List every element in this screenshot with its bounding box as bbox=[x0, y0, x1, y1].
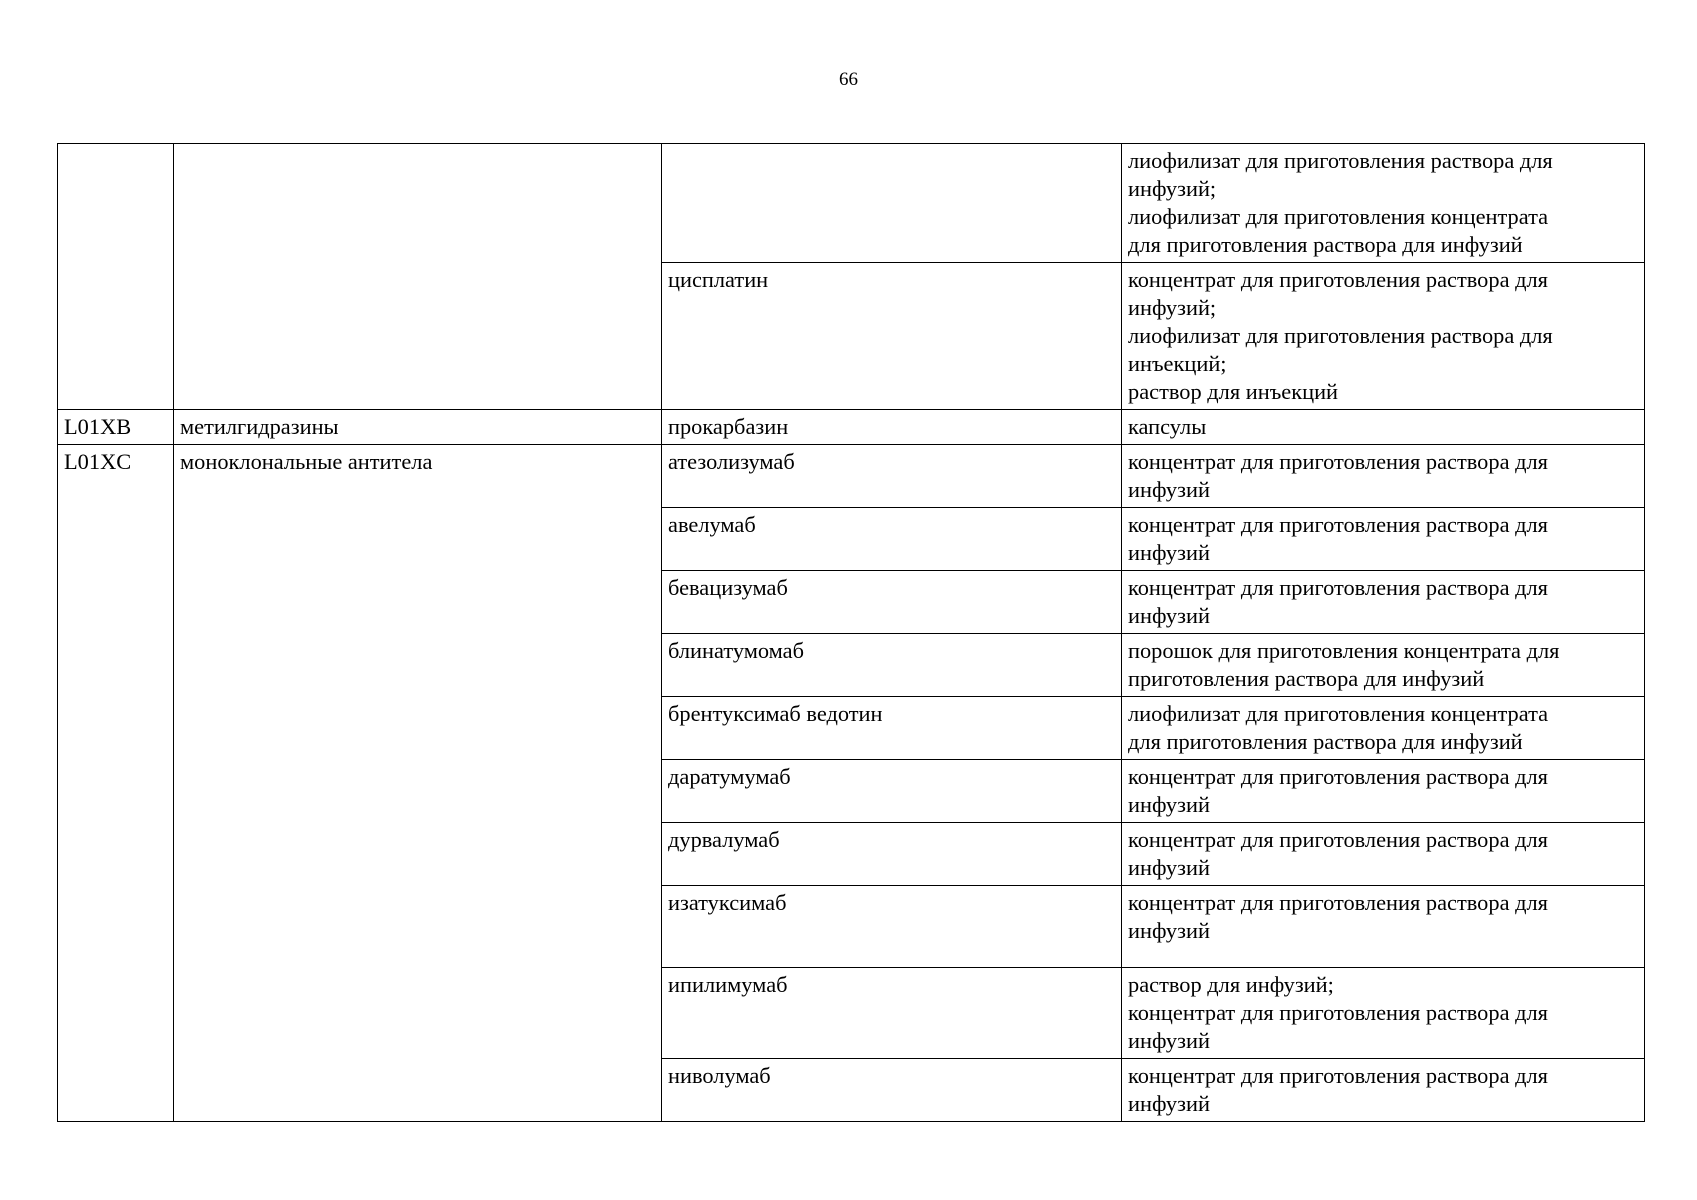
dosage-form-line: концентрат для приготовления раствора для bbox=[1128, 449, 1548, 474]
dosage-form-cell bbox=[1122, 634, 1645, 697]
dosage-form-line: раствор для инъекций bbox=[1128, 379, 1339, 404]
dosage-form-line: инфузий; bbox=[1128, 295, 1217, 320]
dosage-form-line: инфузий bbox=[1128, 792, 1210, 817]
group-name-cell: метилгидразины bbox=[174, 410, 662, 445]
drug-name-cell: бевацизумаб bbox=[662, 571, 1122, 634]
atc-code-cell: L01XC bbox=[58, 445, 174, 1122]
table-row bbox=[58, 445, 1645, 508]
drug-name-cell: ипилимумаб bbox=[662, 968, 1122, 1059]
dosage-form-line: концентрат для приготовления раствора для bbox=[1128, 1000, 1548, 1025]
dosage-form-line: инфузий bbox=[1128, 1091, 1210, 1116]
drug-name-cell: дурвалумаб bbox=[662, 823, 1122, 886]
table-row bbox=[58, 410, 1645, 445]
dosage-form-line: инфузий bbox=[1128, 918, 1210, 943]
dosage-form-line: приготовления раствора для инфузий bbox=[1128, 666, 1485, 691]
drug-name-cell: цисплатин bbox=[662, 263, 1122, 410]
dosage-form-cell bbox=[1122, 823, 1645, 886]
dosage-form-line: концентрат для приготовления раствора для bbox=[1128, 512, 1548, 537]
dosage-form-line: лиофилизат для приготовления концентрата bbox=[1128, 204, 1549, 229]
drug-name-cell bbox=[662, 144, 1122, 263]
dosage-form-line: концентрат для приготовления раствора для bbox=[1128, 890, 1548, 915]
group-name-cell bbox=[174, 144, 662, 410]
dosage-form-line: для приготовления раствора для инфузий bbox=[1128, 729, 1523, 754]
dosage-form-line: концентрат для приготовления раствора для bbox=[1128, 575, 1548, 600]
dosage-form-cell bbox=[1122, 697, 1645, 760]
dosage-form-cell bbox=[1122, 968, 1645, 1059]
dosage-form-line: концентрат для приготовления раствора для bbox=[1128, 1063, 1548, 1088]
drug-name-cell: атезолизумаб bbox=[662, 445, 1122, 508]
page-number: 66 bbox=[839, 69, 858, 90]
dosage-form-line: раствор для инфузий; bbox=[1128, 972, 1334, 997]
dosage-form-cell bbox=[1122, 508, 1645, 571]
drug-name-cell: даратумумаб bbox=[662, 760, 1122, 823]
dosage-form-line: лиофилизат для приготовления раствора для bbox=[1128, 323, 1553, 348]
dosage-form-line: лиофилизат для приготовления концентрата bbox=[1128, 701, 1549, 726]
dosage-form-line: инъекций; bbox=[1128, 351, 1227, 376]
dosage-form-cell: капсулы bbox=[1122, 410, 1645, 445]
dosage-form-line: для приготовления раствора для инфузий bbox=[1128, 232, 1523, 257]
dosage-form-cell bbox=[1122, 144, 1645, 263]
dosage-form-line: инфузий; bbox=[1128, 176, 1217, 201]
dosage-form-cell bbox=[1122, 1059, 1645, 1122]
dosage-form-cell bbox=[1122, 263, 1645, 410]
dosage-form-cell bbox=[1122, 445, 1645, 508]
group-name-cell: моноклональные антитела bbox=[174, 445, 662, 1122]
dosage-form-line: инфузий bbox=[1128, 855, 1210, 880]
dosage-form-line: лиофилизат для приготовления раствора для bbox=[1128, 148, 1553, 173]
drug-name-cell: авелумаб bbox=[662, 508, 1122, 571]
dosage-form-line: инфузий bbox=[1128, 540, 1210, 565]
atc-code-cell: L01XB bbox=[58, 410, 174, 445]
dosage-form-cell bbox=[1122, 571, 1645, 634]
dosage-form-line: концентрат для приготовления раствора для bbox=[1128, 827, 1548, 852]
dosage-form-line: инфузий bbox=[1128, 477, 1210, 502]
dosage-form-line: концентрат для приготовления раствора для bbox=[1128, 267, 1548, 292]
drug-table bbox=[57, 143, 1645, 1122]
drug-name-cell: блинатумомаб bbox=[662, 634, 1122, 697]
drug-name-cell: прокарбазин bbox=[662, 410, 1122, 445]
dosage-form-cell bbox=[1122, 760, 1645, 823]
dosage-form-line: концентрат для приготовления раствора для bbox=[1128, 764, 1548, 789]
table-row bbox=[58, 144, 1645, 263]
drug-name-cell: ниволумаб bbox=[662, 1059, 1122, 1122]
drug-name-cell: изатуксимаб bbox=[662, 886, 1122, 968]
dosage-form-cell bbox=[1122, 886, 1645, 968]
dosage-form-line: порошок для приготовления концентрата для bbox=[1128, 638, 1560, 663]
dosage-form-line: инфузий bbox=[1128, 1028, 1210, 1053]
dosage-form-line: инфузий bbox=[1128, 603, 1210, 628]
atc-code-cell bbox=[58, 144, 174, 410]
drug-name-cell: брентуксимаб ведотин bbox=[662, 697, 1122, 760]
